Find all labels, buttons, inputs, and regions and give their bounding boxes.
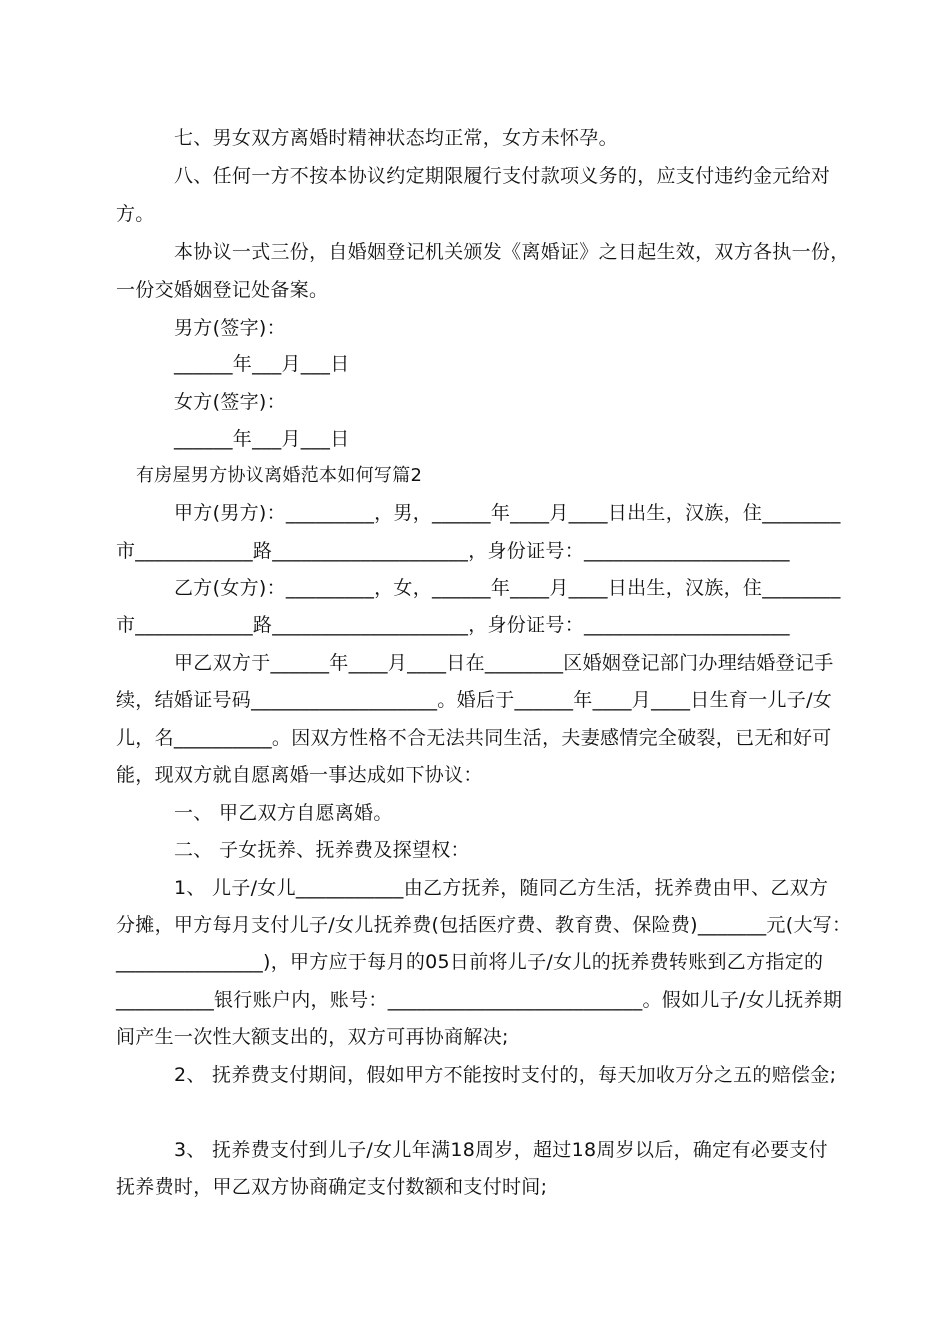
agreement-item-2: 二、 子女抚养、抚养费及探望权： (174, 839, 470, 861)
sub-item-1-line-1: 1、 儿子/女儿___________由乙方抚养，随同乙方生活，抚养费由甲、乙双方 (174, 877, 829, 899)
sub-item-3-line-1: 3、 抚养费支付到儿子/女儿年满18周岁，超过18周岁以后，确定有必要支付 (174, 1139, 828, 1161)
agreement-item-1: 一、 甲乙双方自愿离婚。 (174, 802, 393, 824)
male-signature-date: ______年___月___日 (174, 353, 350, 375)
party-a-line-1: 甲方(男方)：_________，男，______年____月____日出生，汉族，住________ (174, 502, 841, 524)
female-signature-date: ______年___月___日 (174, 428, 350, 450)
copies-line-1: 本协议一式三份，自婚姻登记机关颁发《离婚证》之日起生效，双方各执一份， (174, 241, 850, 263)
party-a-line-2: 市____________路____________________，身份证号：_____________________ (116, 540, 790, 562)
sub-item-1-line-2: 分摊，甲方每月支付儿子/女儿抚养费(包括医疗费、教育费、保险费)_______元(大写： (116, 914, 852, 936)
sub-item-2: 2、 抚养费支付期间，假如甲方不能按时支付的，每天加收万分之五的赔偿金; (174, 1064, 837, 1086)
sub-item-1-line-4: __________银行账户内，账号：__________________________。假如儿子/女儿抚养期 (116, 989, 843, 1011)
clause-8-line-1: 八、任何一方不按本协议约定期限履行支付款项义务的，应支付违约金元给对 (174, 165, 831, 187)
female-signature-label: 女方(签字)： (174, 391, 286, 413)
clause-8-line-2: 方。 (116, 203, 155, 225)
marriage-line-1: 甲乙双方于______年____月____日在________区婚姻登记部门办理结婚登记手 (174, 652, 834, 674)
sub-item-1-line-3: _______________)，甲方应于每月的05日前将儿子/女儿的抚养费转账到乙方指定的 (116, 951, 824, 973)
male-signature-label: 男方(签字)： (174, 317, 286, 339)
copies-line-2: 一份交婚姻登记处备案。 (116, 279, 329, 301)
marriage-line-3: 儿，名__________。因双方性格不合无法共同生活，夫妻感情完全破裂，已无和好可 (116, 727, 832, 749)
marriage-line-2: 续，结婚证号码___________________。婚后于______年____月____日生育一儿子/女 (116, 689, 833, 711)
sub-item-3-line-2: 抚养费时，甲乙双方协商确定支付数额和支付时间; (116, 1176, 548, 1198)
clause-7: 七、男女双方离婚时精神状态均正常，女方未怀孕。 (174, 127, 618, 149)
section-heading: 有房屋男方协议离婚范本如何写篇2 (136, 465, 423, 486)
party-b-line-2: 市____________路____________________，身份证号：_____________________ (116, 614, 790, 636)
party-b-line-1: 乙方(女方)：_________，女，______年____月____日出生，汉族，住________ (174, 577, 841, 599)
marriage-line-4: 能，现双方就自愿离婚一事达成如下协议： (116, 764, 483, 786)
sub-item-1-line-5: 间产生一次性大额支出的，双方可再协商解决; (116, 1026, 509, 1048)
